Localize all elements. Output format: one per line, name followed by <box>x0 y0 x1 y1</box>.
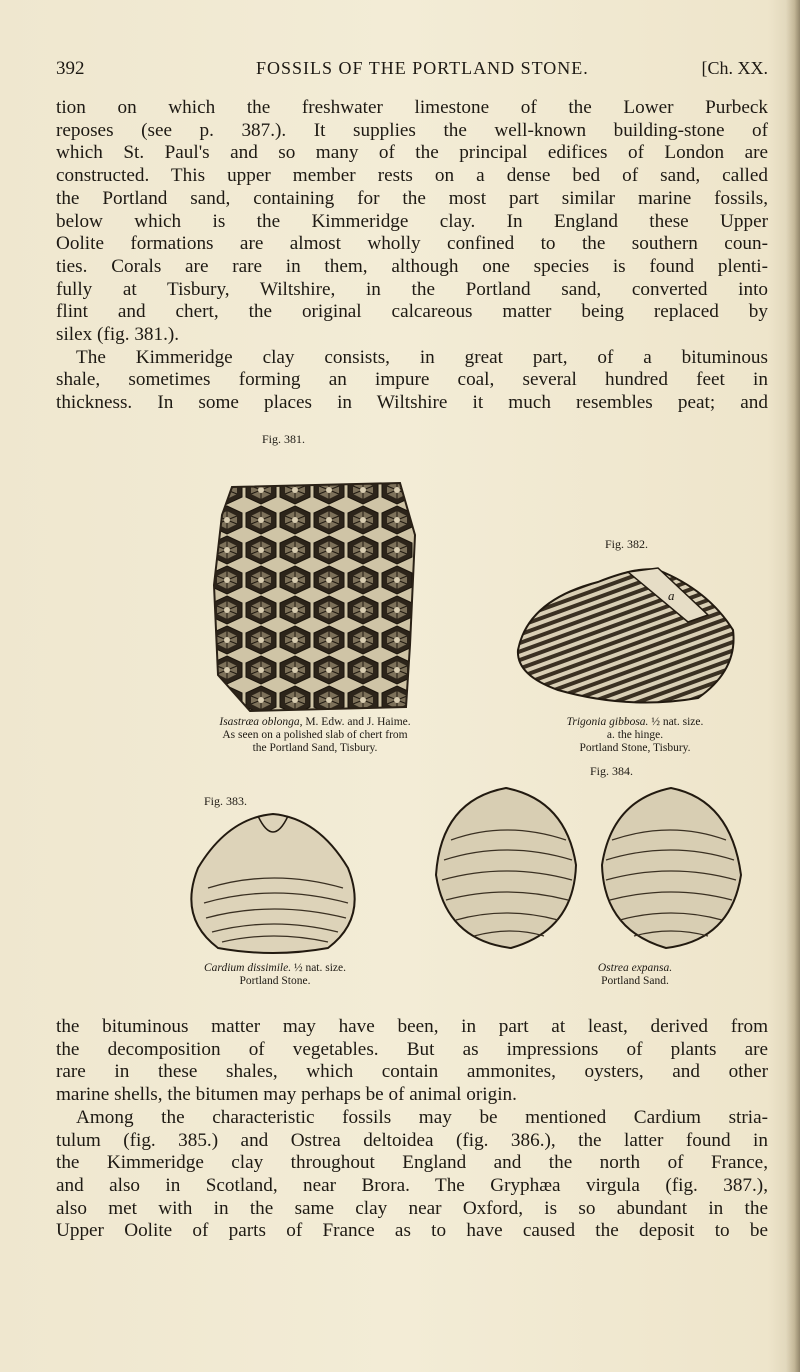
text-line: fully at Tisbury, Wiltshire, in the Portland sand, converted into <box>56 278 768 300</box>
text-line: thickness. In some places in Wiltshire it much resembles peat; and <box>56 392 768 414</box>
text-line: ties. Corals are rare in them, although one species is found plenti- <box>56 255 768 277</box>
text-line: tion on which the freshwater limestone of the Lower Purbeck <box>56 97 768 118</box>
text-line: marine shells, the bitumen may perhaps be of animal origin. <box>56 1084 517 1106</box>
fig-382-label: Fig. 382. <box>605 537 649 551</box>
text-line: The Kimmeridge clay consists, in great part, of a bituminous <box>76 346 768 368</box>
text-line: Oolite formations are almost wholly confined to the southern coun- <box>56 233 768 255</box>
hinge-marker: a <box>668 588 675 603</box>
species-name: Ostrea expansa. <box>597 962 673 974</box>
fig-382-caption <box>500 716 770 755</box>
scale-note: ½ nat. size. <box>651 716 704 728</box>
caption-line: a. the hinge. <box>606 729 664 741</box>
running-title: FOSSILS OF THE PORTLAND STONE. <box>256 58 589 78</box>
caption-line: the Portland Sand, Tisbury. <box>252 742 378 754</box>
text-line: below which is the Kimmeridge clay. In England these Upper <box>56 210 768 232</box>
page-header <box>56 58 768 86</box>
text-line: the bituminous matter may have been, in part at least, derived from <box>56 1016 768 1037</box>
fig-384-caption <box>500 962 770 988</box>
text-line: Upper Oolite of parts of France as to have caused the deposit to be <box>56 1220 768 1242</box>
text-line: shale, sometimes forming an impure coal, several hundred feet in <box>56 369 768 391</box>
text-line: and also in Scotland, near Brora. The Gryphæa virgula (fig. 387.), <box>56 1174 768 1196</box>
species-name: Isastræa oblonga, <box>219 716 303 728</box>
cardium-shell-illustration <box>178 808 368 958</box>
caption-line: As seen on a polished slab of chert from <box>222 729 408 741</box>
fig-381-caption <box>180 716 450 755</box>
text-line: the Portland sand, containing for the most part similar marine fossils, <box>56 187 768 209</box>
page-edge-shadow <box>786 0 800 1372</box>
text-line: which St. Paul's and so many of the principal edifices of London are <box>56 142 768 164</box>
coral-slab-illustration <box>210 475 420 715</box>
paragraph-1 <box>56 97 768 415</box>
text-line: the decomposition of vegetables. But as impressions of plants are <box>56 1038 768 1060</box>
caption-line: Portland Stone. <box>239 975 311 987</box>
text-line: also met with in the same clay near Oxford, is so abundant in the <box>56 1197 768 1219</box>
scale-note: ½ nat. size. <box>293 962 347 974</box>
fig-383-label: Fig. 383. <box>204 794 248 808</box>
fig-384-label: Fig. 384. <box>590 764 634 778</box>
page-number: 392 <box>56 58 85 79</box>
species-name: Trigonia gibbosa. <box>566 716 649 728</box>
chapter-label: [Ch. XX. <box>701 58 768 78</box>
fig-381-label: Fig. 381. <box>262 432 306 446</box>
fig-383-caption <box>155 962 395 988</box>
text-line: silex (fig. 381.). <box>56 324 180 346</box>
text-line: constructed. This upper member rests on a dense bed of sand, called <box>56 165 768 187</box>
paragraph-2 <box>56 1016 768 1243</box>
text-line: flint and chert, the original calcareous matter being replaced by <box>56 301 768 323</box>
caption-line: Portland Sand. <box>601 975 669 987</box>
text-line: reposes (see p. 387.). It supplies the well-known building-stone of <box>56 119 768 141</box>
text-line: the Kimmeridge clay throughout England and the north of France, <box>56 1152 768 1174</box>
authors: M. Edw. and J. Haime. <box>305 716 411 728</box>
species-name: Cardium dissimile. <box>203 962 292 974</box>
text-line: Among the characteristic fossils may be mentioned Cardium stria- <box>76 1106 768 1128</box>
text-line: tulum (fig. 385.) and Ostrea deltoidea (fig. 386.), the latter found in <box>56 1129 768 1151</box>
ostrea-shells-illustration <box>426 780 751 955</box>
text-line: rare in these shales, which contain ammonites, oysters, and other <box>56 1061 768 1083</box>
caption-line: Portland Stone, Tisbury. <box>579 742 691 754</box>
trigonia-shell-illustration <box>508 560 748 710</box>
